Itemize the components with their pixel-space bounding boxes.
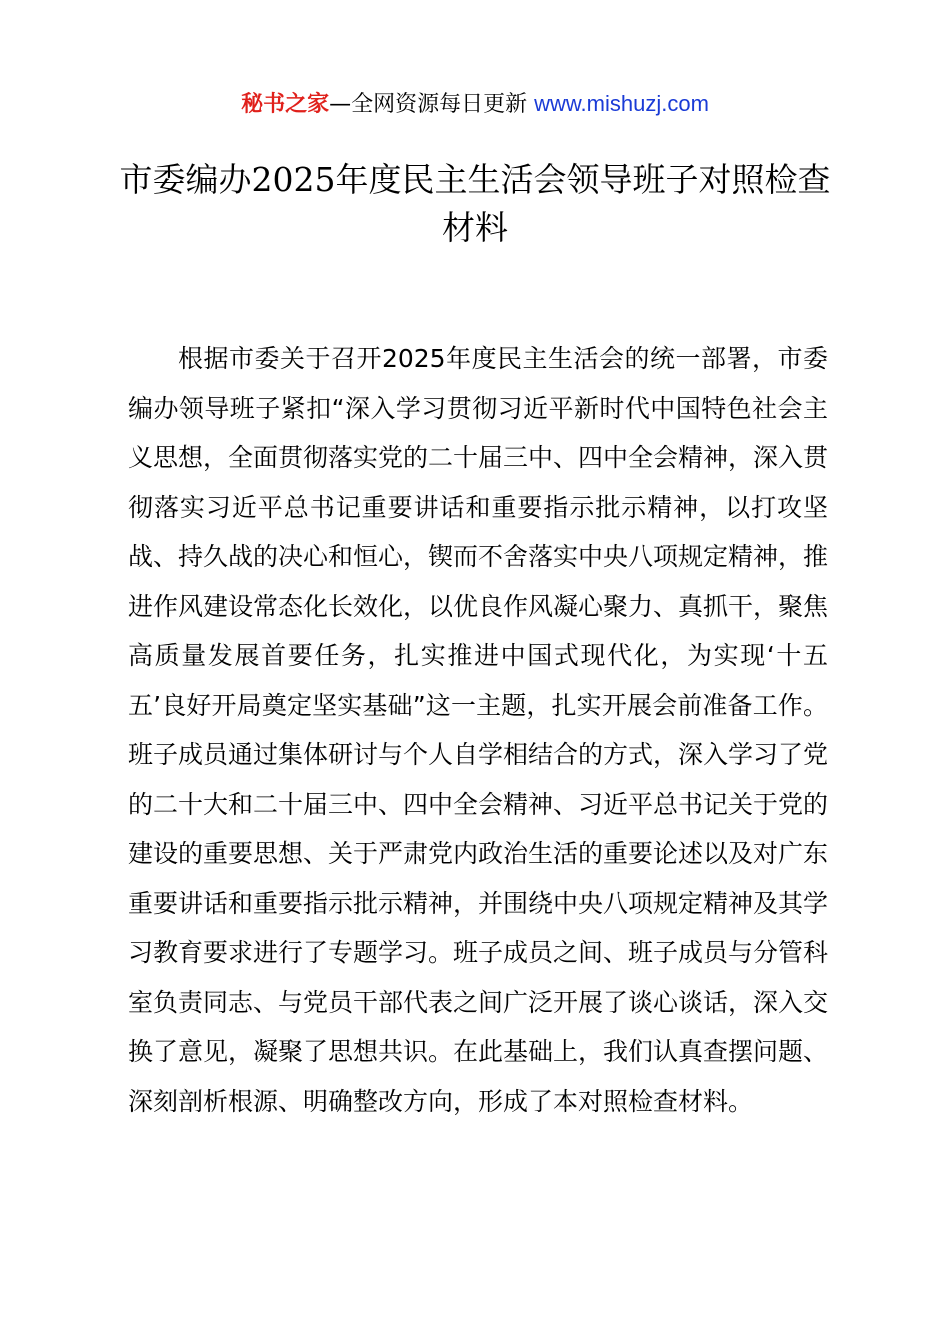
document-paragraph: 根据市委关于召开2025年度民主生活会的统一部署，市委编办领导班子紧扣“深入学习贯彻习近平新时代中国特色社会主义思想，全面贯彻落实党的二十届三中、四中全会精神，深入贯彻落实习近平总书记重要讲话和重要指示批示精神，以打攻坚战、持久战的决心和恒心，锲而不舍落实中央八项规定精神，推进作风建设常态化长效化，以优良作风凝心聚力、真抓干，聚焦高质量发展首要任务，扎实推进中国式现代化，为实现‘十五五’良好开局奠定坚实基础”这一主题，扎实开展会前准备工作。班子成员通过集体研讨与个人自学相结合的方式，深入学习了党的二十大和二十届三中、四中全会精神、习近平总书记关于党的建设的重要思想、关于严肃党内政治生活的重要论述以及对广东重要讲话和重要指示批示精神，并围绕中央八项规定精神及其学习教育要求进行了专题学习。班子成员之间、班子成员与分管科室负责同志、与党员干部代表之间广泛开展了谈心谈话，深入交换了意见，凝聚了思想共识。在此基础上，我们认真查摆问题、深刻剖析根源、明确整改方向，形成了本对照检查材料。: [128, 344, 829, 1116]
site-header: [0, 88, 950, 121]
document-title: 市委编办2025年度民主生活会领导班子对照检查材料: [119, 160, 831, 247]
header-slogan: —全网资源每日更新: [329, 92, 535, 117]
site-url-link[interactable]: www.mishuzj.com: [534, 91, 709, 116]
brand-name: 秘书之家: [241, 92, 330, 117]
